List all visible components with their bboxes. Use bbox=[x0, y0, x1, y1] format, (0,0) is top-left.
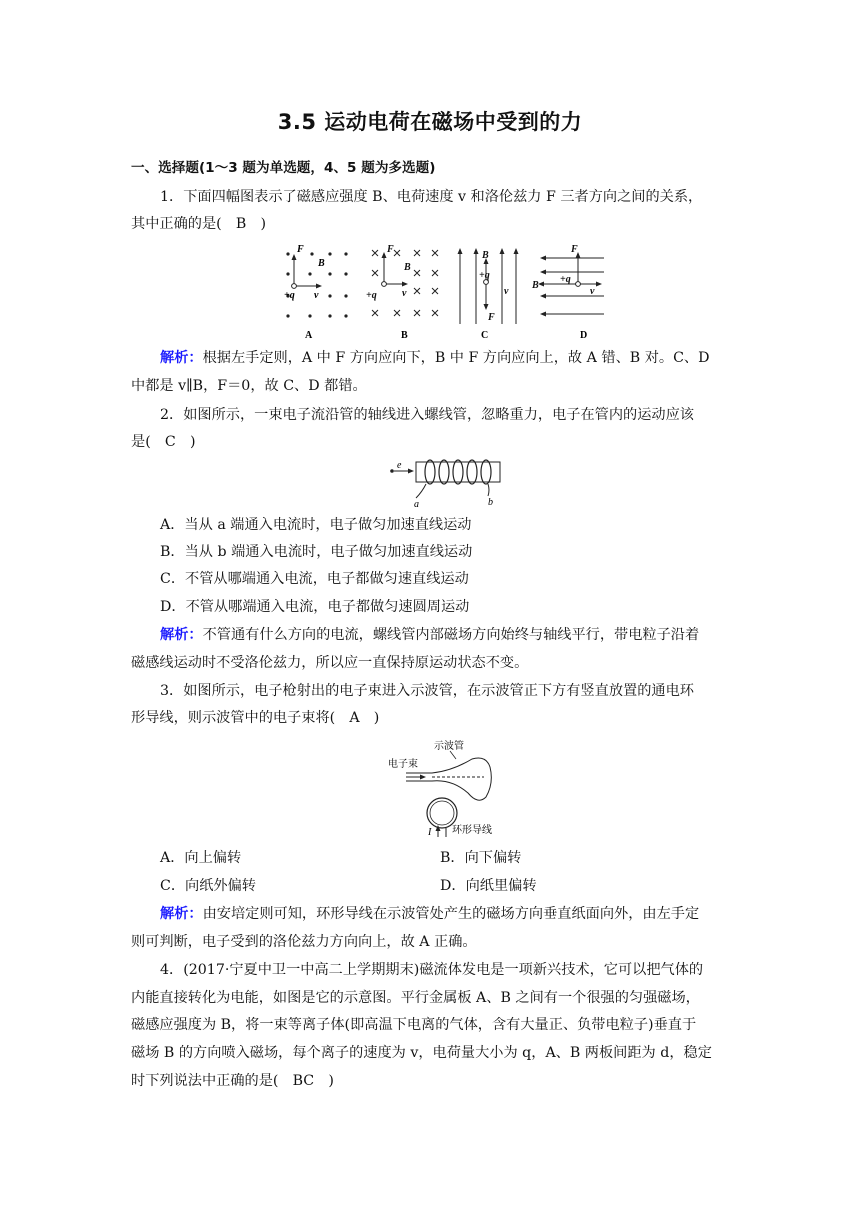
q1-panel-d bbox=[531, 244, 604, 317]
q1-b-v: v bbox=[402, 288, 407, 299]
q2-analysis-line2: 磁感线运动时不受洛伦兹力，所以应一直保持原运动状态不变。 bbox=[131, 655, 529, 671]
q1-analysis-text1: 根据左手定则，A 中 F 方向应向下，B 中 F 方向应向上，故 A 错、B 对。C、D bbox=[202, 350, 710, 366]
q2-figure bbox=[384, 458, 514, 510]
q3-analysis-line2: 则可判断，电子受到的洛伦兹力方向向上，故 A 正确。 bbox=[131, 934, 477, 950]
q1-panel-b bbox=[366, 244, 438, 316]
q2-stem-line2: 是( C ) bbox=[131, 434, 196, 450]
q1-analysis-line1 bbox=[160, 348, 764, 368]
q1-c-q: +q bbox=[479, 270, 490, 281]
q1-c-f: F bbox=[488, 312, 495, 323]
q1-label-c: C bbox=[481, 330, 489, 341]
q3-current-label: I bbox=[428, 827, 432, 838]
q2-e-label: e bbox=[397, 460, 402, 471]
q3-tube-label: 示波管 bbox=[434, 741, 464, 752]
q1-panel-a bbox=[284, 244, 348, 318]
q1-c-b: B bbox=[482, 250, 489, 261]
q1-stem-line1: 1．下面四幅图表示了磁感应强度 B、电荷速度 v 和洛伦兹力 F 三者方向之间的关系， bbox=[160, 189, 703, 205]
q2-a-label: a bbox=[414, 499, 419, 510]
q1-b-q: +q bbox=[366, 290, 377, 301]
q1-a-q: +q bbox=[284, 290, 295, 301]
q2-option-a: A．当从 a 端通入电流时，电子做匀加速直线运动 bbox=[160, 517, 472, 533]
q1-a-f: F bbox=[297, 244, 304, 255]
q3-option-b: B．向下偏转 bbox=[440, 850, 522, 866]
q1-c-v: v bbox=[504, 286, 509, 297]
q1-b-f: F bbox=[387, 244, 394, 255]
q2-analysis-line1 bbox=[160, 625, 764, 645]
q1-d-q: +q bbox=[560, 274, 571, 285]
q1-d-f: F bbox=[571, 244, 578, 255]
section-heading: 一、选择题(1～3 题为单选题，4、5 题为多选题) bbox=[131, 160, 436, 176]
q4-stem-line4: 磁场 B 的方向喷入磁场，每个离子的速度为 v，电荷量大小为 q，A、B 两板间距为 d，稳定 bbox=[131, 1045, 712, 1061]
q2-option-c: C．不管从哪端通入电流，电子都做匀速直线运动 bbox=[160, 571, 469, 587]
q4-stem-line1: 4．(2017·宁夏中卫一中高二上学期期末)磁流体发电是一项新兴技术，它可以把气体的 bbox=[160, 962, 704, 978]
q1-d-v: v bbox=[590, 286, 595, 297]
q4-stem-line5: 时下列说法中正确的是( BC ) bbox=[131, 1073, 334, 1089]
q1-a-v: v bbox=[314, 290, 319, 301]
q3-stem-line1: 3．如图所示，电子枪射出的电子束进入示波管，在示波管正下方有竖直放置的通电环 bbox=[160, 683, 694, 699]
q1-a-b: B bbox=[318, 258, 325, 269]
q1-analysis-line2: 中都是 v∥B，F＝0，故 C、D 都错。 bbox=[131, 378, 367, 394]
q1-d-b: B bbox=[532, 280, 539, 291]
q2-option-b: B．当从 b 端通入电流时，电子做匀加速直线运动 bbox=[160, 544, 473, 560]
q2-analysis-text1: 不管通有什么方向的电流，螺线管内部磁场方向始终与轴线平行，带电粒子沿着 bbox=[202, 627, 700, 643]
q1-figure bbox=[280, 240, 620, 342]
q3-beam-label: 电子束 bbox=[388, 759, 418, 770]
q3-figure bbox=[386, 737, 510, 839]
q3-analysis-line1 bbox=[160, 904, 764, 924]
q1-panel-c bbox=[458, 248, 519, 324]
q4-stem-line3: 磁感应强度为 B，将一束等离子体(即高温下电离的气体，含有大量正、负带电粒子)垂直于 bbox=[131, 1017, 697, 1033]
q3-ring-label: 环形导线 bbox=[452, 825, 492, 836]
q1-label-b: B bbox=[401, 330, 408, 341]
q3-stem-line2: 形导线，则示波管中的电子束将( A ) bbox=[131, 710, 380, 726]
q1-analysis-label: 解析： bbox=[160, 350, 203, 366]
q3-option-c: C．向纸外偏转 bbox=[160, 878, 256, 894]
q2-b-label: b bbox=[488, 497, 493, 508]
q4-stem-line2: 内能直接转化为电能，如图是它的示意图。平行金属板 A、B 之间有一个很强的匀强磁场， bbox=[131, 990, 700, 1006]
q3-analysis-text1: 由安培定则可知，环形导线在示波管处产生的磁场方向垂直纸面向外，由左手定 bbox=[202, 906, 700, 922]
q3-option-a: A．向上偏转 bbox=[160, 850, 242, 866]
q1-stem-line2: 其中正确的是( B ) bbox=[131, 216, 266, 232]
q1-label-d: D bbox=[580, 330, 588, 341]
q2-option-d: D．不管从哪端通入电流，电子都做匀速圆周运动 bbox=[160, 599, 470, 615]
q2-stem-line1: 2．如图所示，一束电子流沿管的轴线进入螺线管，忽略重力，电子在管内的运动应该 bbox=[160, 407, 694, 423]
q1-b-b: B bbox=[404, 262, 411, 273]
q2-analysis-label: 解析： bbox=[160, 627, 203, 643]
page-title: 3.5 运动电荷在磁场中受到的力 bbox=[277, 110, 583, 134]
q3-analysis-label: 解析： bbox=[160, 906, 203, 922]
q3-option-d: D．向纸里偏转 bbox=[440, 878, 537, 894]
q1-label-a: A bbox=[305, 330, 313, 341]
